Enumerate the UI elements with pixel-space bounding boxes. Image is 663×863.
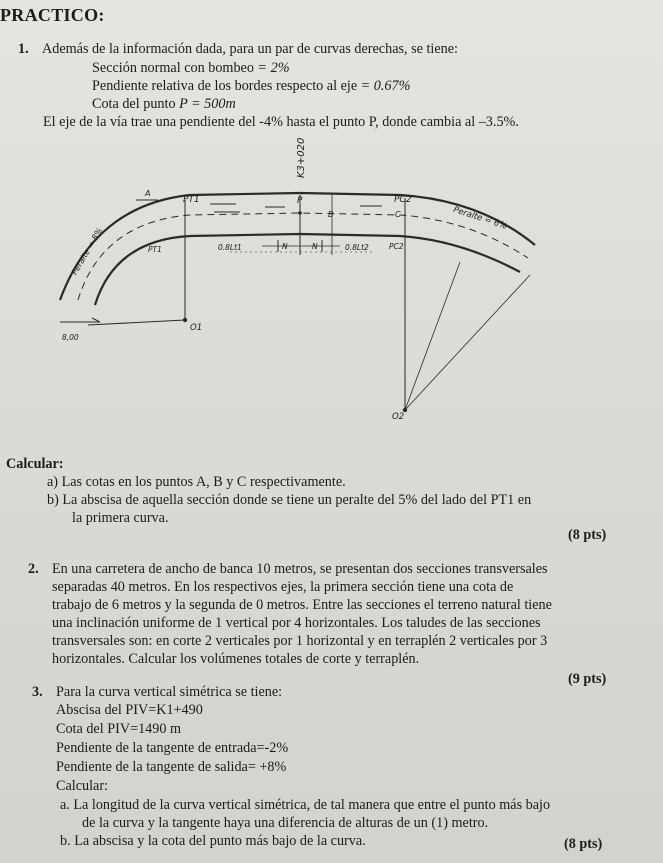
problem-3-calcular: Calcular: [56, 778, 108, 794]
given-cota-label: Cota del punto [92, 96, 176, 112]
problem-2-line-3: trabajo de 6 metros y la segunda de 0 metros. Entre las secciones el terreno natural tiene [52, 597, 552, 613]
problem-3-pendiente-entrada: Pendiente de la tangente de entrada=-2% [56, 740, 289, 756]
pc2-lower-label: PC2 [389, 242, 404, 251]
given-bombeo-value: = 2% [257, 60, 290, 76]
problem-1-number: 1. [18, 41, 29, 57]
problem-1-intro: Además de la información dada, para un par de curvas derechas, se tiene: [42, 41, 458, 57]
dim-08lt2-label: 0.8Lt2 [345, 243, 369, 252]
pt1-upper-label: PT1 [183, 195, 200, 205]
pt1-lower-label: PT1 [148, 245, 162, 254]
problem-3-points: (8 pts) [564, 836, 603, 852]
problem-2-line-2: separadas 40 metros. En los respectivos ejes, la primera sección tiene una cota de [52, 579, 514, 595]
o2-label: O2 [392, 412, 405, 422]
problem-2-line-1: En una carretera de ancho de banca 10 metros, se presentan dos secciones transversales [52, 561, 548, 577]
problem-2-line-6: horizontales. Calcular los volúmenes totales de corte y terraplén. [52, 651, 420, 667]
problem-3-part-a-line1: a. La longitud de la curva vertical simétrica, de tal manera que entre el punto más bajo [60, 797, 551, 813]
problem-3-part-a-line2: de la curva y la tangente haya una diferencia de alturas de un (1) metro. [82, 815, 489, 831]
given-cota-value: P = 500m [179, 96, 236, 112]
given-pendiente-value: = 0.67% [360, 78, 411, 94]
given-pendiente-eje: El eje de la vía trae una pendiente del -4% hasta el punto P, donde cambia al –3.5%. [43, 114, 519, 130]
width-label: 8,00 [62, 333, 79, 342]
p-label: P [297, 196, 303, 206]
problem-1-part-a: a) Las cotas en los puntos A, B y C respectivamente. [47, 474, 346, 490]
b-label: B [328, 210, 334, 219]
problem-1-part-b-line2: la primera curva. [72, 510, 169, 526]
a-label: A [145, 189, 151, 198]
n2-label: N [312, 242, 318, 251]
problem-3-pendiente-salida: Pendiente de la tangente de salida= +8% [56, 759, 287, 775]
peralte-left-label: Peralte = 8% [70, 226, 105, 277]
pc2-upper-label: PC2 [394, 195, 412, 205]
problem-2-line-5: transversales son: en corte 2 verticales por 1 horizontal y en terraplén 2 verticales por 3 [52, 633, 548, 649]
calcular-label: Calcular: [6, 456, 64, 472]
page-title: PRACTICO: [0, 5, 105, 25]
point-o1 [183, 318, 187, 322]
problem-3-cota: Cota del PIV=1490 m [56, 721, 182, 737]
radius-o2-b [405, 275, 530, 410]
problem-3-number: 3. [32, 684, 43, 700]
problem-3-part-b: b. La abscisa y la cota del punto más bajo de la curva. [60, 833, 366, 849]
given-bombeo-label: Sección normal con bombeo [92, 60, 254, 76]
peralte-right-label: Peralte = 6% [451, 205, 509, 232]
n1-label: N [282, 242, 288, 251]
radius-o1 [88, 320, 185, 325]
road-centerline [78, 213, 528, 300]
given-pendiente-label: Pendiente relativa de los bordes respecto al eje [92, 78, 358, 94]
problem-2-points: (9 pts) [568, 671, 607, 687]
problem-1-part-b-line1: b) La abscisa de aquella sección donde se tiene un peralte del 5% del lado del PT1 en [47, 492, 532, 508]
problem-2-number: 2. [28, 561, 39, 577]
o1-label: O1 [190, 323, 203, 333]
problem-1-points: (8 pts) [568, 527, 607, 543]
dim-08lt1-label: 0.8Lt1 [218, 243, 242, 252]
problem-2-line-4: una inclinación uniforme de 1 vertical por 4 horizontales. Los taludes de las secciones [52, 615, 541, 631]
problem-3-intro: Para la curva vertical simétrica se tiene: [56, 684, 283, 700]
station-label: K3+020 [296, 137, 307, 178]
problem-3-abscisa: Abscisa del PIV=K1+490 [56, 702, 203, 718]
c-label: C [395, 210, 401, 219]
radius-o2-a [405, 262, 460, 410]
